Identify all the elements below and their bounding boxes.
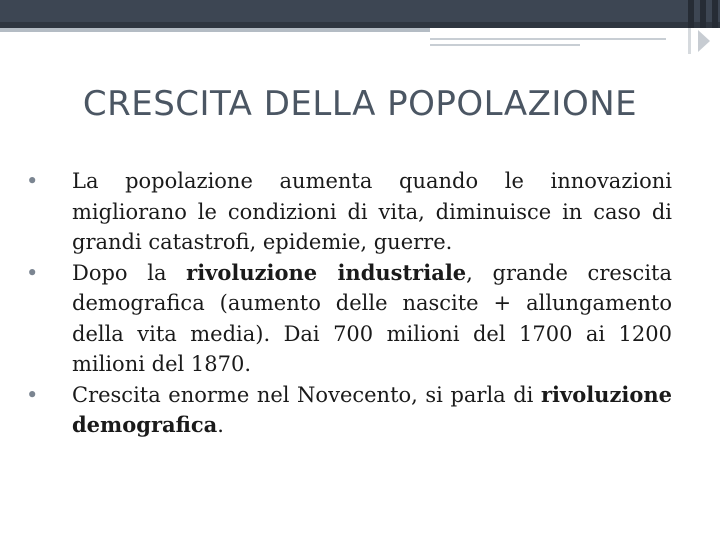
text-segment: Dopo la: [72, 260, 187, 285]
bullet-text: [72, 380, 672, 441]
bullet-marker: •: [26, 260, 39, 285]
text-segment: , grande crescita demografica (aumento delle nascite + allungamento della vita media). Dai 700 milioni del 1700 ai 1200 milioni del 1870.: [72, 260, 672, 376]
bullet-marker: •: [26, 382, 39, 407]
bullet-text: [72, 258, 672, 380]
text-segment: La popolazione aumenta quando le innovazioni migliorano le condizioni di vita, diminuisce in caso di grandi catastrofi, epidemie, guerre.: [72, 169, 672, 254]
header-bar-segment: [712, 0, 718, 28]
bullet-item: [26, 166, 672, 258]
text-segment: .: [217, 413, 224, 437]
header-underline: [0, 28, 430, 32]
bullet-list: [26, 166, 672, 441]
text-segment: Crescita enorme nel Novecento, si parla di: [72, 382, 541, 407]
decorative-line: [430, 38, 666, 40]
decorative-line: [430, 44, 580, 46]
bullet-text: [72, 166, 672, 258]
bold-term: rivoluzione industriale: [186, 259, 467, 285]
bold-term: rivoluzione demografica: [72, 381, 672, 437]
slide-title: CRESCITA DELLA POPOLAZIONE: [82, 84, 638, 124]
bullet-item: [26, 380, 672, 441]
corner-ornament-icon: [688, 28, 720, 54]
header-bar-segment: [700, 0, 706, 28]
header-bar-segment: [688, 0, 694, 28]
bullet-item: [26, 258, 672, 380]
bullet-marker: •: [26, 169, 39, 193]
